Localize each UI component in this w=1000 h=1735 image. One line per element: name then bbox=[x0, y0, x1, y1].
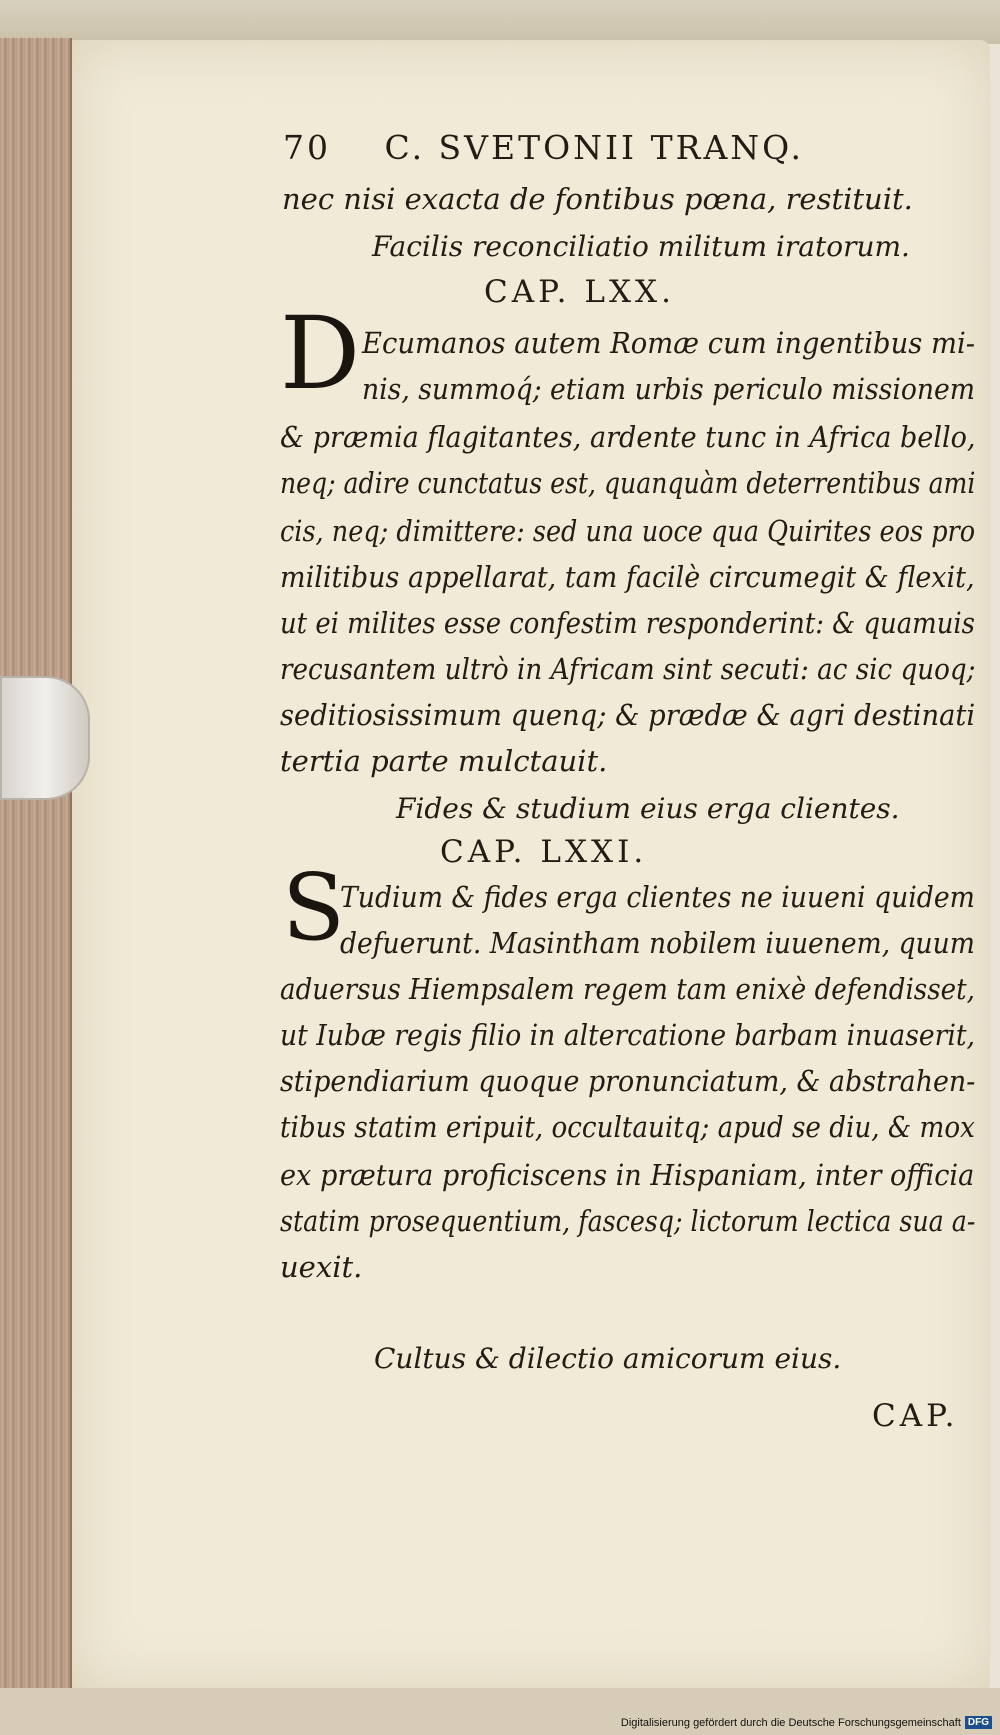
text-line: nis, summoq́; etiam urbis periculo missionem bbox=[362, 372, 976, 406]
book-fore-edge bbox=[0, 38, 72, 1688]
text-line: & præmia flagitantes, ardente tunc in Africa bello, bbox=[280, 420, 976, 454]
page-clip bbox=[0, 676, 90, 800]
text-line: neq; adire cunctatus est, quanquàm deterrentibus ami bbox=[280, 466, 976, 500]
digitization-credit bbox=[621, 1716, 992, 1729]
text-line: cis, neq; dimittere: sed una uoce qua Quirites eos pro bbox=[280, 514, 976, 548]
text-line: ut Iubæ regis filio in altercatione barbam inuaserit, bbox=[280, 1018, 976, 1052]
text-line: militibus appellarat, tam facilè circumegit & flexit, bbox=[280, 560, 975, 594]
text-line: defuerunt. Masintham nobilem iuuenem, quum bbox=[340, 926, 975, 960]
text-line: stipendiarium quoque pronunciatum, & abstrahen- bbox=[280, 1064, 976, 1098]
chapter-rubric: Cultus & dilectio amicorum eius. bbox=[374, 1342, 842, 1375]
dfg-logo: DFG bbox=[965, 1716, 992, 1729]
chapter-rubric: Fides & studium eius erga clientes. bbox=[396, 792, 900, 825]
drop-initial: D bbox=[280, 295, 361, 412]
text-line: tertia parte mulctauit. bbox=[280, 744, 608, 778]
text-line: statim prosequentium, fascesq; lictorum lectica sua a- bbox=[280, 1204, 976, 1238]
drop-initial: S bbox=[282, 854, 346, 961]
top-page-edge bbox=[0, 0, 1000, 44]
text-line: seditiosissimum quenq; & prædæ & agri destinati bbox=[280, 698, 976, 732]
text-line: tibus statim eripuit, occultauitq; apud se diu, & mox bbox=[280, 1110, 975, 1144]
text-line: aduersus Hiempsalem regem tam enixè defendisset, bbox=[280, 972, 975, 1006]
text-line: recusantem ultrò in Africam sint secuti: ac sic quoq; bbox=[280, 652, 976, 686]
credit-text: Digitalisierung gefördert durch die Deutsche Forschungsgemeinschaft bbox=[620, 1716, 961, 1729]
text-line: Tudium & fides erga clientes ne iuueni quidem bbox=[340, 880, 975, 914]
text-line: ut ei milites esse confestim responderint: & quamuis bbox=[280, 606, 975, 640]
text-line: Ecumanos autem Romæ cum ingentibus mi- bbox=[362, 326, 976, 360]
chapter-heading: CAP. LXX. bbox=[484, 274, 675, 310]
running-title: C. SVETONII TRANQ. bbox=[384, 128, 805, 167]
chapter-heading: CAP. LXXI. bbox=[440, 834, 648, 870]
catchword: CAP. bbox=[872, 1398, 959, 1434]
text-line: uexit. bbox=[280, 1250, 363, 1284]
text-line: ex prætura proficiscens in Hispaniam, inter officia bbox=[280, 1158, 975, 1192]
page-number: 70 bbox=[283, 128, 331, 167]
chapter-rubric: Facilis reconciliatio militum iratorum. bbox=[372, 230, 910, 263]
text-line: nec nisi exacta de fontibus pœna, restituit. bbox=[282, 182, 913, 216]
page-header bbox=[283, 128, 804, 167]
